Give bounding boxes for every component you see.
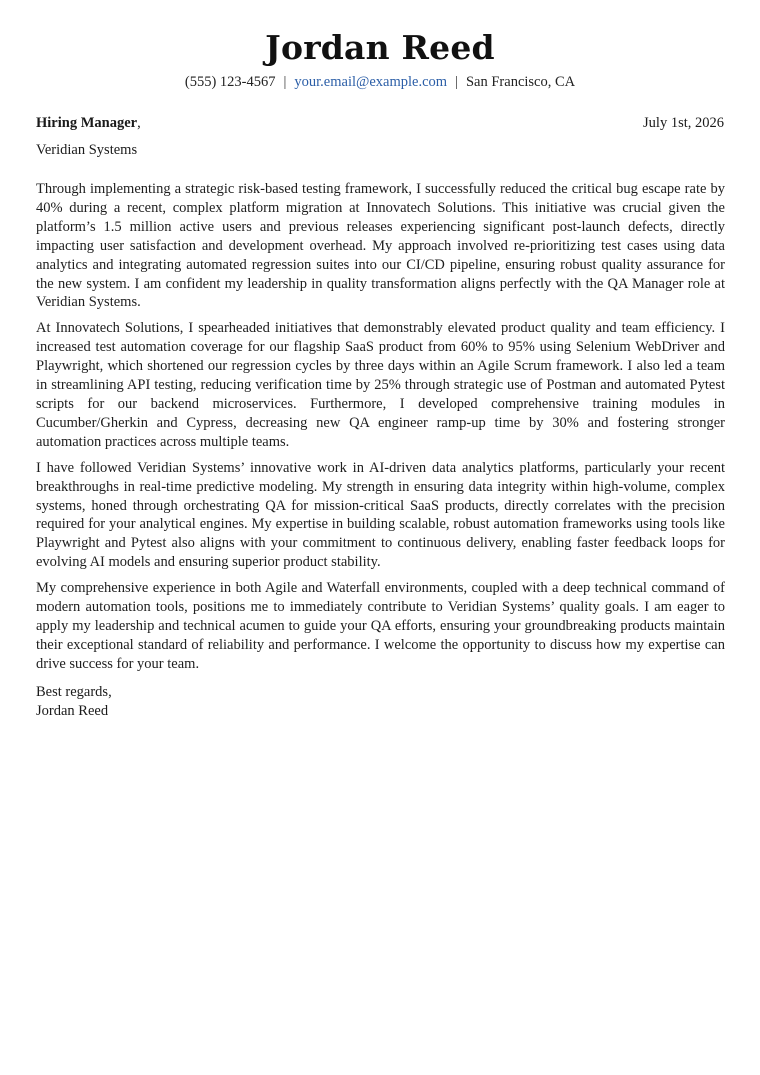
recipient-company: Veridian Systems	[36, 142, 138, 158]
recipient-title: Hiring Manager	[36, 115, 138, 131]
closing-block	[36, 683, 112, 721]
body-paragraph: At Innovatech Solutions, I spearheaded initiatives that demonstrably elevated product quality and team efficiency. I increased test automation coverage for our flagship SaaS product from 60% to 95% using Selenium WebDriver and Playwright, which shortened our regression cycles by three days within an Agile Scrum framework. I also led a team in streamlining API testing, reducing verification time by 25% through strategic use of Postman and automated Pytest scripts for our backend microservices. Furthermore, I developed comprehensive training modules in Cucumber/Gherkin and Cypress, decreasing new QA engineer ramp-up time by 30% and fostering stronger automation practices across multiple teams.	[36, 320, 725, 450]
salutation	[36, 114, 141, 132]
body-paragraph: I have followed Veridian Systems’ innovative work in AI-driven data analytics platforms, particularly your recent breakthroughs in real-time predictive modeling. My strength in ensuring data integrity within high-volume, complex systems, honed through orchestrating QA for mission-critical SaaS products, directly correlates with the precision required for your analytical engines. My expertise in building scalable, robust automation frameworks using tools like Playwright and Pytest also aligns with your commitment to continuous delivery, enabling faster feedback loops for evolving AI models and ensuring superior product stability.	[36, 459, 725, 571]
contact-separator: |	[455, 74, 458, 90]
salutation-punctuation: ,	[137, 115, 141, 131]
contact-line	[0, 73, 760, 91]
recipient-row	[36, 114, 724, 132]
contact-separator: |	[283, 74, 287, 90]
email-link[interactable]: your.email@example.com	[294, 74, 448, 90]
location: San Francisco, CA	[465, 74, 576, 90]
signature-name: Jordan Reed	[36, 703, 109, 719]
letter-date: July 1st, 2026	[643, 115, 724, 131]
body-paragraph: My comprehensive experience in both Agile and Waterfall environments, coupled with a deep technical command of modern automation tools, positions me to immediately contribute to Veridian Systems’ quality goals. I am eager to apply my leadership and technical acumen to guide your QA efforts, ensuring your groundbreaking products maintain their exceptional standard of reliability and performance. I welcome the opportunity to discuss how my expertise can drive success for your team.	[36, 580, 725, 672]
applicant-name: Jordan Reed	[265, 28, 495, 67]
phone-number: (555) 123-4567	[184, 74, 276, 90]
letter-body	[36, 180, 725, 681]
sign-off: Best regards,	[36, 684, 112, 700]
body-paragraph: Through implementing a strategic risk-based testing framework, I successfully reduced the critical bug escape rate by 40% during a recent, complex platform migration at Innovatech Solutions. This initiative was crucial given the platform’s 1.5 million active users and previous releases experiencing significant post-launch defects, directly impacting user satisfaction and development overhead. My approach involved re-prioritizing test cases using data analytics and integrating automated regression suites into our CI/CD pipeline, ensuring robust quality assurance for the new system. I am confident my leadership in quality transformation aligns perfectly with the QA Manager role at Veridian Systems.	[36, 181, 725, 311]
